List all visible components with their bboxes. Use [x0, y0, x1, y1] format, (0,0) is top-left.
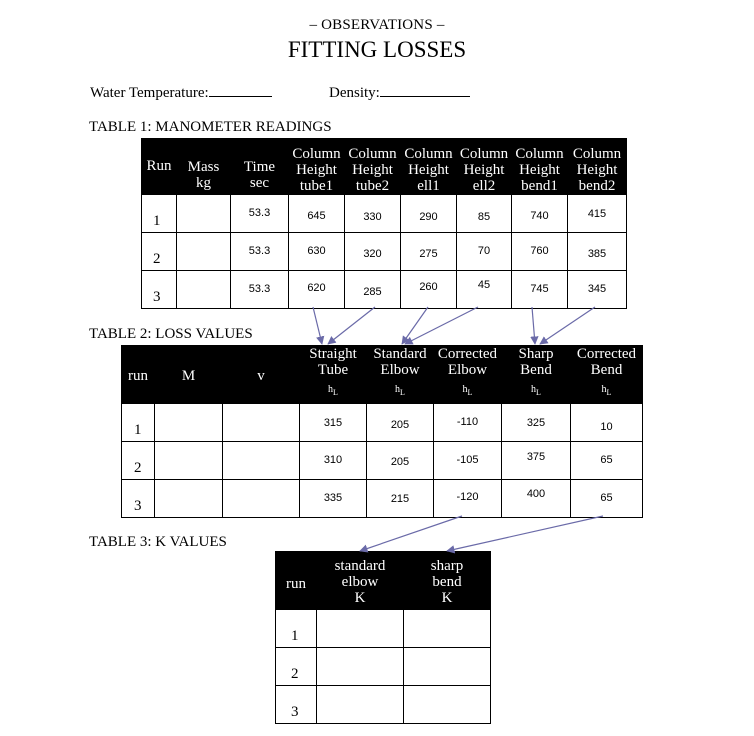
table1-run-cell: 1 [142, 195, 177, 233]
table2-straight-cell: 310 [300, 442, 367, 480]
table3-header-run: run [276, 552, 317, 610]
water-temperature-label: Water Temperature: [90, 85, 209, 101]
table1-bend1-cell: 740 [512, 195, 568, 233]
arrow-tube2-to-straight [328, 307, 375, 344]
table2-corrected-bend-cell: 65 [571, 480, 643, 518]
table1-bend1-cell: 745 [512, 271, 568, 309]
table1-bend2-cell: 345 [568, 271, 627, 309]
table2-standard-cell: 205 [367, 442, 434, 480]
table1-header-run: Run [142, 139, 177, 195]
table1-header-tube2: Column Height tube2 [345, 139, 401, 195]
table1-caption: TABLE 1: MANOMETER READINGS [89, 119, 332, 135]
table2-corrected-bend-cell: 10 [571, 404, 643, 442]
table3-caption: TABLE 3: K VALUES [89, 534, 227, 550]
arrow-bend2-to-sharp [540, 307, 595, 344]
table1-header-ell2: Column Height ell2 [457, 139, 512, 195]
table3-header-sharp-bend: sharp bend K [404, 552, 491, 610]
table1-ell2-cell: 45 [457, 271, 512, 309]
table2-sharp-cell: 400 [502, 480, 571, 518]
table2-header-v: v [223, 346, 300, 404]
page-title: FITTING LOSSES [287, 37, 467, 62]
table2-straight-cell: 335 [300, 480, 367, 518]
table2-straight-cell: 315 [300, 404, 367, 442]
table1-header-time: Time sec [231, 139, 289, 195]
table2-header-straight-tube: Straight Tube $_{h_L}$ [300, 346, 367, 404]
table1-tube1-cell: 620 [289, 271, 345, 309]
table1-tube2-cell: 320 [345, 233, 401, 271]
table1-header-mass: Mass kg [177, 139, 231, 195]
table2-header-m: M [155, 346, 223, 404]
table2-standard-cell: 215 [367, 480, 434, 518]
table2-header-corrected-bend: Corrected Bend $_{h_L}$ [571, 346, 643, 404]
table2-run-cell: 1 [122, 404, 155, 442]
table1-tube2-cell: 330 [345, 195, 401, 233]
table1-header-tube1: Column Height tube1 [289, 139, 345, 195]
table1-tube2-cell: 285 [345, 271, 401, 309]
arrow-tube1-to-straight [313, 307, 322, 344]
arrow-bend1-to-sharp [532, 307, 535, 344]
table2-sharp-cell: 375 [502, 442, 571, 480]
table2-corrected-elbow-cell: -105 [434, 442, 502, 480]
arrow-corrected-elbow-to-k [360, 516, 462, 551]
density-label: Density: [329, 85, 380, 101]
table2-corrected-elbow-cell: -110 [434, 404, 502, 442]
table2-run-cell: 2 [122, 442, 155, 480]
table1-bend2-cell: 415 [568, 195, 627, 233]
table1-time-cell: 53.3 [231, 233, 289, 271]
table1-ell2-cell: 70 [457, 233, 512, 271]
table2-standard-cell: 205 [367, 404, 434, 442]
table1-bend2-cell: 385 [568, 233, 627, 271]
table1-header-bend1: Column Height bend1 [512, 139, 568, 195]
table1-run-cell: 2 [142, 233, 177, 271]
table2-header-standard-elbow: Standard Elbow $_{h_L}$ [367, 346, 434, 404]
table1-time-cell: 53.3 [231, 271, 289, 309]
table1-header-bend2: Column Height bend2 [568, 139, 627, 195]
table2-header-corrected-elbow: Corrected Elbow $_{h_L}$ [434, 346, 502, 404]
table1-ell2-cell: 85 [457, 195, 512, 233]
arrow-ell2-to-standard [405, 307, 478, 344]
table1-ell1-cell: 275 [401, 233, 457, 271]
table1-tube1-cell: 630 [289, 233, 345, 271]
table3-header-standard-elbow: standard elbow K [317, 552, 404, 610]
table2-header-sharp-bend: Sharp Bend $_{h_L}$ [502, 346, 571, 404]
table1-tube1-cell: 645 [289, 195, 345, 233]
table2-caption: TABLE 2: LOSS VALUES [89, 326, 253, 342]
table1-ell1-cell: 290 [401, 195, 457, 233]
table1-ell1-cell: 260 [401, 271, 457, 309]
table1-run-cell: 3 [142, 271, 177, 309]
table1-header-ell1: Column Height ell1 [401, 139, 457, 195]
table3-run-cell: 3 [276, 686, 317, 724]
table2-corrected-elbow-cell: -120 [434, 480, 502, 518]
table2-run-cell: 3 [122, 480, 155, 518]
table1-bend1-cell: 760 [512, 233, 568, 271]
arrow-corrected-bend-to-k [447, 516, 603, 551]
observations-heading: – OBSERVATIONS – [309, 17, 445, 33]
table3-run-cell: 1 [276, 610, 317, 648]
table1-time-cell: 53.3 [231, 195, 289, 233]
table2-sharp-cell: 325 [502, 404, 571, 442]
table3-run-cell: 2 [276, 648, 317, 686]
table2-header-run: run [122, 346, 155, 404]
table2-corrected-bend-cell: 65 [571, 442, 643, 480]
